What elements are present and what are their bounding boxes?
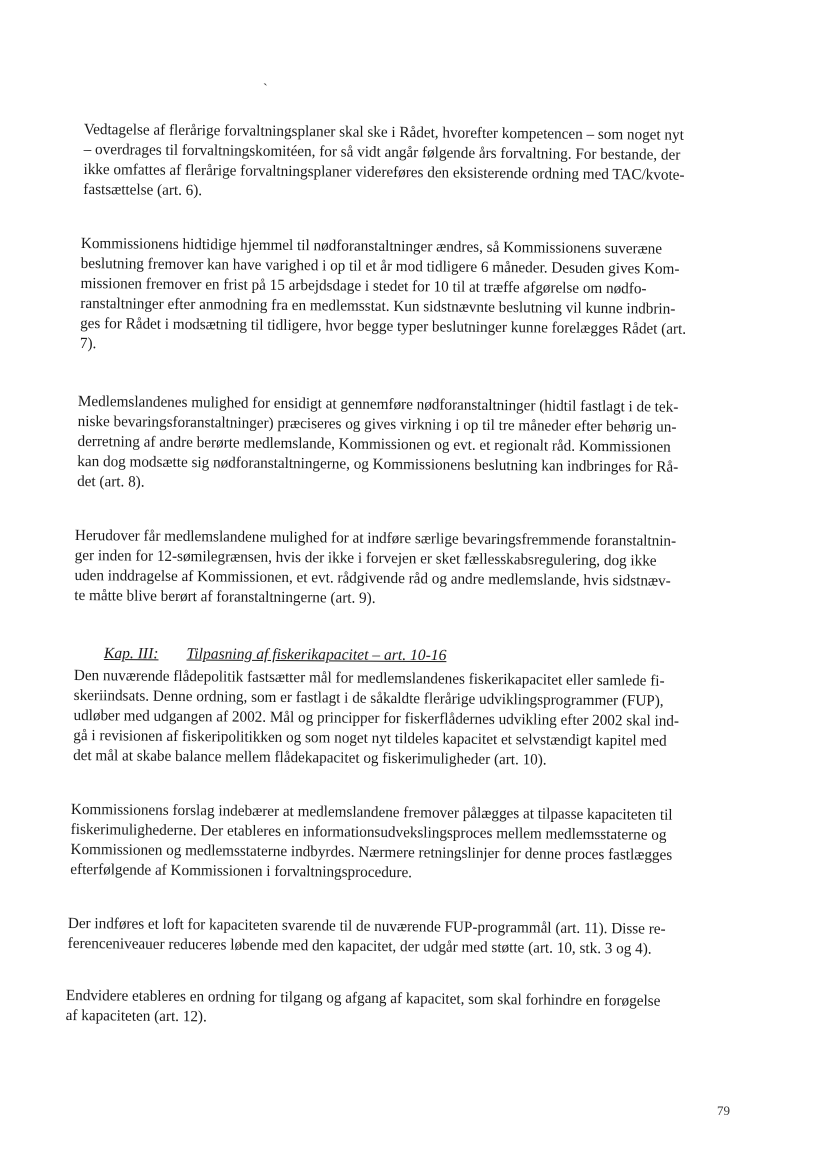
text-line: af kapaciteten (art. 12). xyxy=(65,1006,207,1026)
text-line: ferenceniveauer reduceres løbende med den kapacitet, der udgår med støtte (art. 10, stk. 3 og 4). xyxy=(67,934,652,958)
text-line: derretning af andre berørte medlemslande, Kommissionen og evt. et regionalt råd. Kommissionen xyxy=(77,432,671,456)
paragraph-medlemslandenes-mulighed xyxy=(77,392,679,498)
text-line: uden inddragelse af Kommissionen, et evt. rådgivende råd og andre medlemslande, hvis sidstnæv- xyxy=(74,566,671,590)
chapter-title: Tilpasning af fiskerikapacitet – art. 10-16 xyxy=(186,645,447,665)
text-line: Der indføres et loft for kapaciteten svarende til de nuværende FUP-programmål (art. 11). Disse re- xyxy=(67,914,666,938)
text-line: beslutning fremover kan have varighed i op til et år mod tidligere 6 måneder. Desuden gives Kom- xyxy=(80,254,680,278)
page-number: 79 xyxy=(717,1103,730,1118)
paragraph-fiskerikapacitet xyxy=(73,666,679,772)
text-line: Kommissionens forslag indebærer at medlemslandene fremover pålægges at tilpasse kapaciteten til xyxy=(70,800,673,824)
text-line: 7). xyxy=(79,334,97,353)
text-line: gå i revisionen af fiskeripolitikken og som noget nyt tildeles kapacitet et selvstændigt kapitel med xyxy=(73,726,667,750)
text-line: Den nuværende flådepolitik fastsætter mål for medlemslandenes fiskerikapacitet eller samlede fi- xyxy=(73,666,665,690)
text-line: Medlemslandenes mulighed for ensidigt at gennemføre nødforanstaltninger (hidtil fastlagt i de tek- xyxy=(77,392,679,416)
paragraph-noedforanstaltninger xyxy=(80,234,687,360)
text-line: missionen fremover en frist på 15 arbejdsdage i stedet for 10 til at træffe afgørelse om nødfo- xyxy=(80,274,647,298)
text-line: efterfølgende af Kommissionen i forvaltningsprocedure. xyxy=(70,860,413,882)
text-line: – overdrages til forvaltningskomitéen, for så vidt angår følgende års forvaltning. For bestande, der xyxy=(83,140,681,164)
text-line: Kommissionen og medlemsstaterne indbyrdes. Nærmere retningslinjer for denne proces fastlægges xyxy=(70,840,673,864)
text-line: ikke omfattes af flerårige forvaltningsplaner videreføres den eksisterende ordning med TAC/kvote- xyxy=(83,160,685,184)
text-line: niske bevaringsforanstaltninger) præciseres og gives virkning i op til tre måneder efter behørig un- xyxy=(77,412,677,436)
text-line: fiskerimulighederne. Der etableres en informationsudvekslingsproces mellem medlemsstaterne og xyxy=(70,820,667,844)
text-line: ges for Rådet i modsætning til tidligere, hvor begge typer beslutninger kunne forelægges Rådet (art. xyxy=(80,314,687,338)
paragraph-tilgang-og-afgang xyxy=(66,986,661,1032)
paragraph-loft-for-kapaciteten xyxy=(68,914,666,960)
text-line: udløber med udgangen af 2002. Mål og principper for fiskerflådernes udvikling efter 2002 skal ind- xyxy=(73,706,680,730)
text-line: kan dog modsætte sig nødforanstaltningerne, og Kommissionens beslutning kan indbringes for Rå- xyxy=(77,452,679,476)
text-line: te måtte blive berørt af foranstaltningerne (art. 9). xyxy=(74,586,376,607)
paragraph-bevaringsfremmende xyxy=(74,526,676,612)
text-line: det (art. 8). xyxy=(77,472,145,491)
section-heading xyxy=(104,645,447,665)
text-line: det mål at skabe balance mellem flådekapacitet og fiskerimuligheder (art. 10). xyxy=(73,746,547,769)
text-line: skeriindsats. Denne ordning, som er fastlagt i de såkaldte flerårige udviklingsprogrammer (FUP), xyxy=(73,686,664,710)
stray-mark: ` xyxy=(263,82,268,97)
text-line: Kommissionens hidtidige hjemmel til nødforanstaltninger ændres, så Kommissionens suveræne xyxy=(80,234,663,258)
text-line: fastsættelse (art. 6). xyxy=(83,180,203,200)
text-line: Endvidere etableres en ordning for tilgang og afgang af kapacitet, som skal forhindre en forøgelse xyxy=(65,986,661,1010)
text-line: Vedtagelse af flerårige forvaltningsplaner skal ske i Rådet, hvorefter kompetencen – som noget nyt xyxy=(83,120,684,144)
text-line: ranstaltninger efter anmodning fra en medlemsstat. Kun sidstnævnte beslutning vil kunne indbrin- xyxy=(80,294,676,318)
paragraph-forvaltningsplaner xyxy=(83,120,685,206)
text-line: Herudover får medlemslandene mulighed for at indføre særlige bevaringsfremmende foranstaltnin- xyxy=(74,526,677,550)
paragraph-kommissionens-forslag xyxy=(70,800,672,886)
text-line: ger inden for 12-sømilegrænsen, hvis der ikke i forvejen er sket fællesskabsregulering, dog ikke xyxy=(74,546,657,570)
chapter-label: Kap. III: xyxy=(103,645,159,663)
